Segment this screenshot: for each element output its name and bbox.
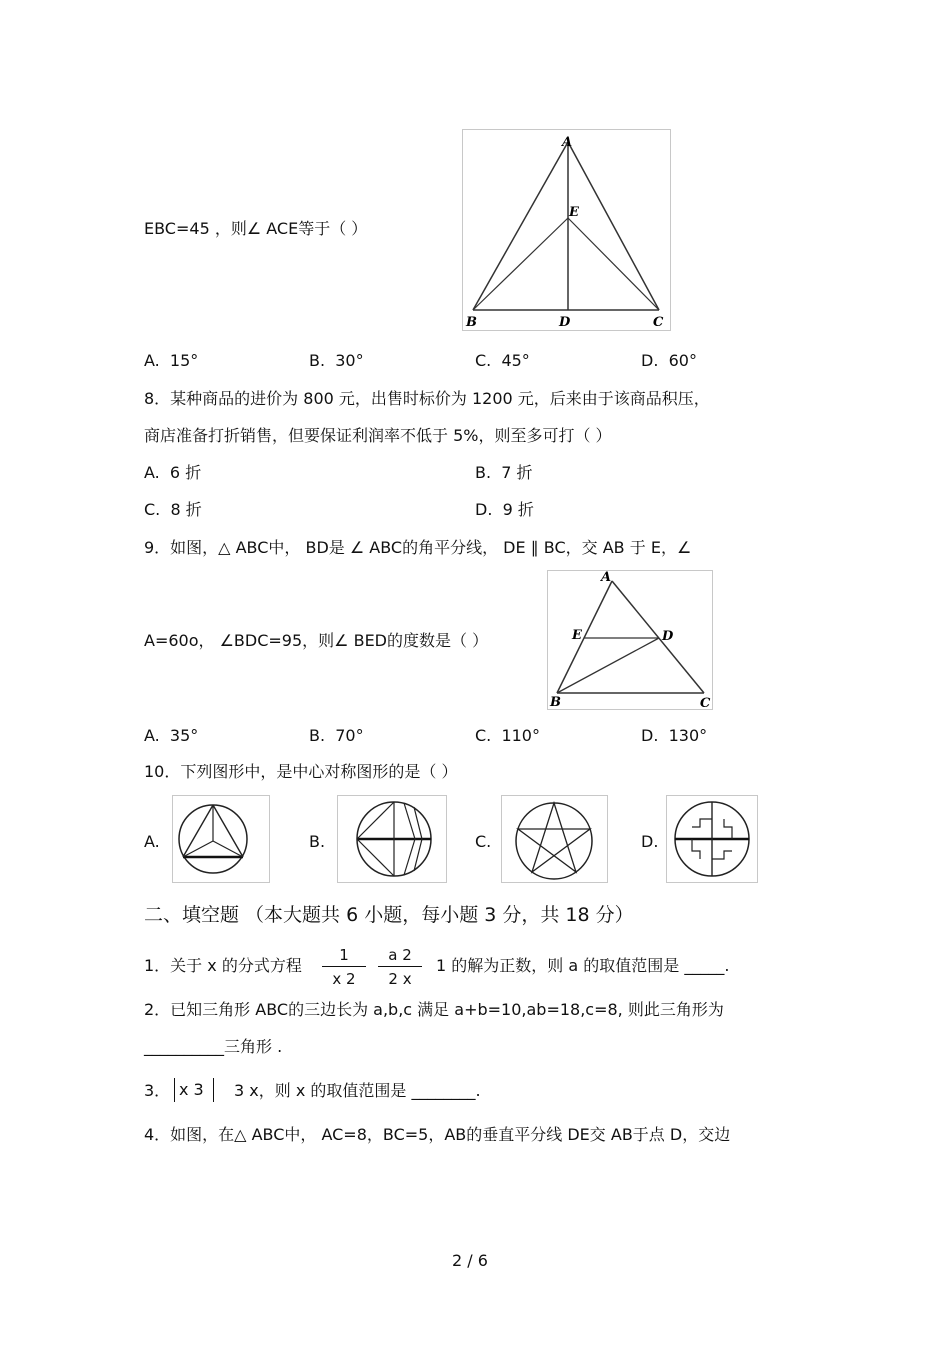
q9-line2: A=60o， ∠BDC=95，则∠ BED的度数是（ ） xyxy=(144,631,489,650)
q7-stem: EBC=45 ，则∠ ACE等于（ ） xyxy=(144,219,368,238)
fill2-line1: 2．已知三角形 ABC的三边长为 a,b,c 满足 a+b=10,ab=18,c=8, 则此三角形为 xyxy=(144,1000,724,1019)
q7-label-c: C xyxy=(653,315,664,330)
q7-option-d: D. 60° xyxy=(641,351,697,370)
q9-label-a: A xyxy=(601,571,612,585)
q10-option-a-figure xyxy=(172,795,270,883)
fill1-frac2-den: 2 x xyxy=(388,970,412,988)
q7-label-e: E xyxy=(569,205,579,220)
fill3-abs-left-bar xyxy=(174,1078,175,1102)
fill3-abs-right-bar xyxy=(213,1078,214,1102)
q10-option-b-figure xyxy=(337,795,447,883)
q9-option-c: C. 110° xyxy=(475,726,540,745)
q8-line2: 商店准备打折销售，但要保证利润率不低于 5%，则至多可打（ ） xyxy=(144,426,612,445)
q8-option-d: D. 9 折 xyxy=(475,500,534,519)
q9-label-d: D xyxy=(662,629,674,644)
q7-triangle-figure xyxy=(462,129,671,331)
q7-label-a: A xyxy=(562,135,573,150)
q10-stem: 10．下列图形中，是中心对称图形的是（ ） xyxy=(144,762,458,781)
q7-option-b: B. 30° xyxy=(309,351,364,370)
fill2-line2: __________三角形 . xyxy=(144,1037,283,1056)
q7-option-c: C. 45° xyxy=(475,351,530,370)
fill1-frac1-bar xyxy=(322,966,366,967)
q10-option-c-figure xyxy=(501,795,608,883)
fill1-frac1-den: x 2 xyxy=(332,970,356,988)
q8-option-c: C. 8 折 xyxy=(144,500,202,519)
q9-label-c: C xyxy=(700,696,711,709)
fill1-frac1-num: 1 xyxy=(339,946,349,964)
fill1-prefix: 1．关于 x 的分式方程 xyxy=(144,956,302,975)
q9-option-d: D. 130° xyxy=(641,726,708,745)
q9-triangle-figure xyxy=(547,570,713,710)
q8-line1: 8．某种商品的进价为 800 元，出售时标价为 1200 元，后来由于该商品积压， xyxy=(144,389,710,408)
fill1-frac2-num: a 2 xyxy=(388,946,412,964)
fill1-suffix: 1 的解为正数，则 a 的取值范围是 _____. xyxy=(436,956,730,975)
fill3-suffix: 3 x，则 x 的取值范围是 ________. xyxy=(234,1081,481,1100)
fill4-line1: 4．如图，在△ ABC中， AC=8，BC=5，AB的垂直平分线 DE交 AB于点 D，交边 xyxy=(144,1125,731,1144)
q9-line1: 9．如图，△ ABC中， BD是 ∠ ABC的角平分线， DE ∥ BC，交 AB 于 E，∠ xyxy=(144,538,692,557)
section2-title: 二、填空题 （本大题共 6 小题，每小题 3 分，共 18 分） xyxy=(144,904,634,926)
q8-option-b: B. 7 折 xyxy=(475,463,533,482)
q10-option-a-label: A. xyxy=(144,832,160,851)
q9-option-b: B. 70° xyxy=(309,726,364,745)
q7-option-a: A. 15° xyxy=(144,351,199,370)
fill1-frac2-bar xyxy=(378,966,422,967)
q9-label-e: E xyxy=(572,628,582,643)
q10-option-d-figure xyxy=(666,795,758,883)
q10-option-c-label: C. xyxy=(475,832,492,851)
fill3-prefix: 3． xyxy=(144,1081,171,1100)
q8-option-a: A. 6 折 xyxy=(144,463,202,482)
q9-option-a: A. 35° xyxy=(144,726,199,745)
q7-label-d: D xyxy=(559,315,571,330)
fill3-abs-content: x 3 xyxy=(179,1080,204,1099)
page-number: 2 / 6 xyxy=(452,1251,488,1270)
q9-label-b: B xyxy=(550,695,561,709)
q7-label-b: B xyxy=(466,315,477,330)
q10-option-d-label: D. xyxy=(641,832,659,851)
q10-option-b-label: B. xyxy=(309,832,326,851)
